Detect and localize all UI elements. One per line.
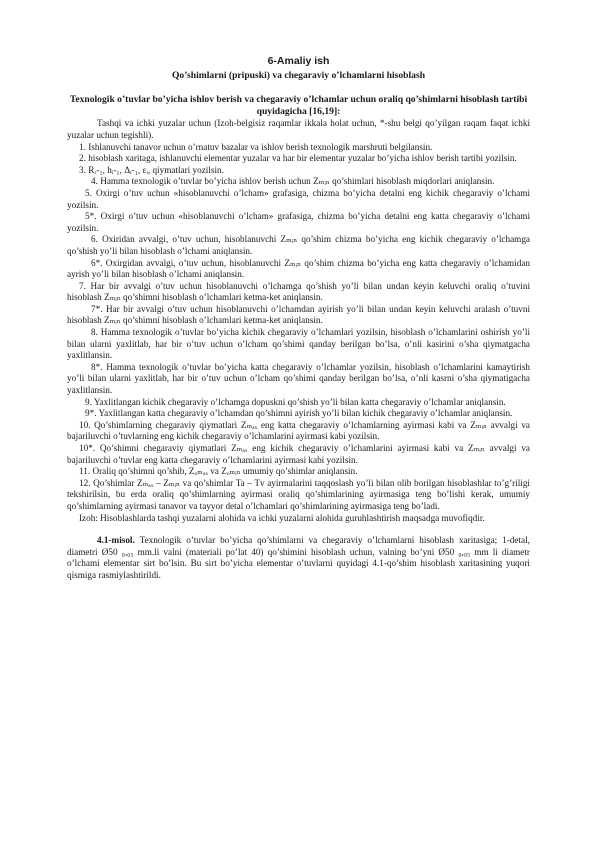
spacer: [67, 524, 530, 535]
paragraph-step-7-star: 7*. Har bir avvalgi o’tuv uchun hisoblanuvchi o’lchamdan ayirish yo’li bilan undan keyin keluvchi aralash o’tuvni hisoblash Zₘᵢₙ qo’shimni hisoblash o’lchamlari ketma-ket aniqlansin.: [67, 303, 530, 326]
paragraph-step-8-star: 8*. Hamma texnologik o’tuvlar bo’yicha katta chegaraviy o’lchamlar yozilsin, hisoblash o’lchamlarini kamaytirish yo’li bilan ularni yaxlitlab, har bir o’tuv uchun o’lcham qo’shimi qanday berilgan bo’lsa, o’nli kasrni o’sha qiymatigacha yaxlitlansin.: [67, 361, 530, 396]
page-subtitle: Qo’shimlarni (pripuski) va chegaraviy o’lchamlarni hisoblash: [171, 69, 426, 81]
paragraph-example: [67, 535, 530, 581]
paragraph-step-4: 4. Hamma texnologik o’tuvlar bo’yicha ishlov berish uchun Zₘᵢₙ qo’shimlari hisoblash miqdorlari aniqlansin.: [91, 176, 495, 187]
paragraph-step-12: 12. Qo’shimlar Zₘₐₓ – Zₘᵢₙ va qo’shimlar Ta – Tv ayirmalarini taqqoslash yo’li bilan olib borilgan hisoblashlar to’g’riligi tekshirilsin, bu erda oraliq qo’shimlarning ayirmasi oraliq qo’shimlarining ayirmasiga teng bo’lishi kerak, umumiy qo’shimlarning ayirmasi tanavor va tayyor detal o’lchamlari qo’shimlarining ayirmasiga teng bo’ladi.: [67, 477, 530, 511]
paragraph-step-9-star: 9*. Yaxlitlangan katta chegaraviy o’lchamdan qo’shimni ayirish yo’li bilan kichik chegaraviy o’lchamlar aniqlansin.: [85, 408, 513, 419]
paragraph-step-6: 6. Oxiridan avvalgi, o’tuv uchun, hisoblanuvchi Zₘᵢₙ qo’shim chizma bo’yicha eng kichik chegaraviy o’lchamga qo’shish yo’li bilan hisoblash o’lchami aniqlansin.: [67, 234, 530, 256]
paragraph-step-3: 3. Rᵣ-₁, hᵢ-₁, Δᵢ-₁, εᵢ, qiymatlari yozilsin.: [79, 164, 224, 175]
paragraph-step-10: 10. Qo’shimlarning chegaraviy qiymatlari Zₘₐₓ eng katta chegaraviy o’lchamlarning ayirmasi kabi va Zₘᵢₙ avvalgi va bajariluvchi o’tuvlarning eng kichik chegaraviy o’lchamlarini ayirmasi kabi yozilsin.: [67, 419, 530, 442]
paragraph-step-1: 1. Ishlanuvchi tanavor uchun o’rnatuv bazalar va ishlov berish texnologik marshruti belgilansin.: [79, 141, 433, 152]
paragraph-intro: Tashqi va ichki yuzalar uchun (Izoh-belgisiz raqamlar ikkala holat uchun, *-shu belgi qo’yilgan raqam faqat ichki yuzalar uchun tegishli).: [67, 118, 530, 140]
paragraph-step-5: 5. Oxirgi o’tuv uchun «hisoblanuvchi o’lcham» grafasiga, chizma bo’yicha detalni eng kichik chegaraviy o’lchami yozilsin.: [67, 187, 530, 210]
paragraph-step-8: 8. Hamma texnologik o’tuvlar bo’yicha kichik chegaraviy o’lchamlari yozilsin, hisoblash o’lchamlarini oshirish yo’li bilan ularni yaxlitlab, har bir o’tuv uchun o’lcham qo’shimi qanday berilgan bo’lsa, o’nli kasirini o’sha qiymatgacha yaxlitlansin.: [67, 327, 530, 361]
paragraph-step-11: 11. Oraliq qo’shimni qo’shib, Zₒₘₐₓ va Zₒₘᵢₙ umumiy qo’shimlar aniqlansin.: [79, 466, 358, 477]
paragraph-step-10-star: 10*. Qo’shimni chegaraviy qiymatlari Zₘₐₓ eng kichik chegaraviy o’lchamlarini ayirmasi kabi va Zₘᵢₙ avvalgi va bajariluvchi o’tuvlar eng katta chegaraviy o’lchamlarini ayirmasi kabi yozilsin.: [67, 443, 530, 465]
paragraph-step-5-star: 5*. Oxirgi o’tuv uchun «hisoblanuvchi o’lcham» grafasiga, chizma bo’yicha detalni eng katta chegaraviy o’lchami yozilsin.: [67, 211, 530, 233]
page-title: 6-Amaliy ish: [267, 55, 330, 67]
paragraph-step-2: 2. hisoblash xaritaga, ishlanuvchi elementar yuzalar va har bir elementar yuzalar bo’yicha ishlov berish tartibi yozilsin.: [79, 153, 517, 164]
paragraph-note: Izoh: Hisoblashlarda tashqi yuzalarni alohida va ichki yuzalarni alohida guruhlashtirish maqsadga muvofiqdir.: [79, 512, 485, 523]
paragraph-step-6-star: 6*. Oxirgidan avvalgi, o’tuv uchun, hisoblanuvchi Zₘᵢₙ qo’shim chizma bo’yicha eng katta chegaraviy o’lchamidan ayrish yo’li bilan hisoblash o’lchami aniqlansin.: [67, 257, 530, 280]
procedure-heading: Texnologik o’tuvlar bo’yicha ishlov berish va chegaraviy o’lchamlar uchun oraliq qo’shimlarni hisoblash tartibi quyidagicha [16,19]:: [69, 94, 528, 117]
paragraph-step-7: 7. Har bir avvalgi o’tuv uchun hisoblanuvchi o’lchamga qo’shish yo’li bilan undan keyin keluvchi oraliq o’tuvini hisoblash Zₘᵢₙ qo’shimni hisoblash o’lchamlari ketma-ket aniqlansin.: [67, 280, 530, 303]
paragraph-step-9: 9. Yaxlitlangan kichik chegaraviy o’lchamga dopuskni qo’shish yo’li bilan katta chegaraviy o’lchamlar aniqlansin.: [85, 396, 506, 407]
example-text: Texnologik o’tuvlar bo’yicha qo’shimlarni va chegaraviy o’lchamlarni hisoblash xaritasiga; 1-detal, diametri Ø50 ₀,₀₅ mm.li valni (materiali po’lat 40) qo’shimini hisoblash uchun, valning bo’yni Ø50 ₀,₀₅ mm li diametr o’lchami elementar sirt bo’lsin. Bu sirt bo’yicha elementar o’tuvlarni quyidagi 4.1-qo’shim hisoblash xaritasining yuqori qismiga rasmiylashtirildi.: [67, 535, 530, 580]
example-label: 4.1-misol.: [97, 535, 135, 546]
